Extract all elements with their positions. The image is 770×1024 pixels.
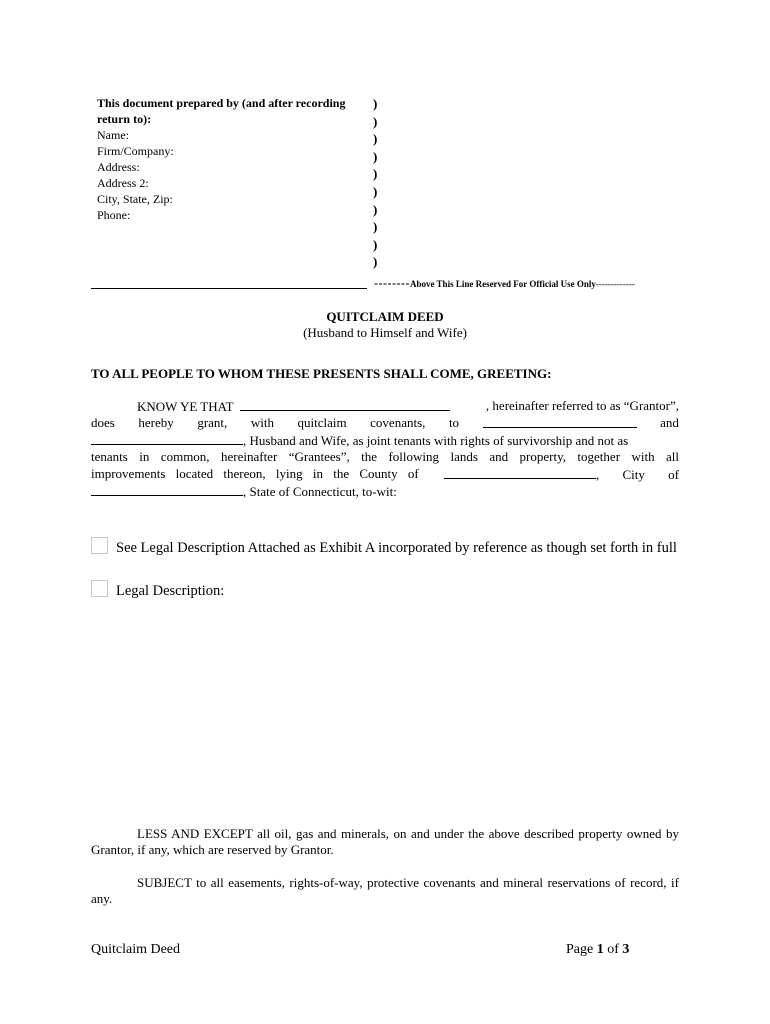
preparer-heading-1: This document prepared by (and after recording [97, 96, 346, 110]
exhibit-option-label: See Legal Description Attached as Exhibit A incorporated by reference as though set forth in full [116, 540, 677, 556]
preparer-heading-2: return to): [97, 112, 152, 126]
grant-text: , State of Connecticut, to-wit: [243, 484, 397, 500]
know-ye-text: KNOW YE THAT [137, 399, 234, 414]
paren: ) [373, 254, 378, 270]
firm-label: Firm/Company: [97, 144, 174, 158]
less-and-except-text: LESS AND EXCEPT all oil, gas and minerals, on and under the above described property owned by Grantor, if any, which are reserved by Grantor. [91, 826, 679, 858]
subject-to-paragraph [91, 875, 679, 908]
grant-word: does [91, 415, 115, 431]
grantor-ref-text: , hereinafter referred to as “Grantor”, [485, 398, 679, 413]
reserved-text: Above This Line Reserved For Official Use Only [409, 279, 596, 289]
subject-to-text: SUBJECT to all easements, rights-of-way, protective covenants and mineral reservations of record, if any. [91, 875, 679, 907]
grant-text: , Husband and Wife, as joint tenants with rights of survivorship and not as [243, 432, 629, 448]
paren: ) [373, 148, 378, 164]
grant-word: and [660, 415, 679, 431]
exhibit-option [91, 537, 681, 557]
paren: ) [373, 131, 378, 147]
official-use-notice [374, 276, 635, 291]
grant-line-1 [91, 398, 679, 415]
grantor-name-field[interactable] [240, 398, 450, 411]
grant-line-3 [91, 432, 679, 449]
grant-line-4: tenants in common, hereinafter “Grantees”, the following lands and property, together with all [91, 449, 679, 465]
grantee1-name-field[interactable] [483, 415, 637, 428]
grant-line-6 [91, 483, 679, 500]
paren: ) [373, 96, 378, 111]
city-state-zip-label: City, State, Zip: [97, 192, 173, 206]
name-label: Name: [97, 128, 129, 142]
page-word: Page [566, 942, 594, 957]
footer-title: Quitclaim Deed [91, 942, 181, 957]
paren: ) [373, 219, 378, 235]
paren: ) [373, 183, 378, 199]
grant-word: grant, [197, 415, 228, 431]
grant-word: hereby [138, 415, 174, 431]
grant-word: with [250, 415, 274, 431]
grant-line-2 [91, 415, 679, 431]
total-pages: 3 [622, 942, 630, 957]
county-field[interactable] [444, 466, 596, 479]
grant-paragraph [91, 398, 679, 500]
document-subtitle: (Husband to Himself and Wife) [303, 325, 467, 340]
address2-label: Address 2: [97, 176, 149, 190]
recording-divider-line [91, 288, 367, 289]
phone-label: Phone: [97, 208, 131, 222]
grantee2-name-field[interactable] [91, 432, 243, 445]
grant-line-5 [91, 466, 679, 483]
address-label: Address: [97, 160, 140, 174]
preparer-block [97, 95, 367, 223]
grant-word: quitclaim [297, 415, 347, 431]
legal-description-label: Legal Description: [116, 583, 225, 599]
city-field[interactable] [91, 483, 243, 496]
page-number [566, 942, 629, 958]
paren-column [373, 95, 385, 271]
legal-description-option [91, 580, 681, 600]
reserved-dashes-left: -------- [374, 276, 410, 290]
grant-text: improvements located thereon, lying in the County of [91, 465, 419, 481]
paren: ) [373, 166, 378, 182]
greeting: TO ALL PEOPLE TO WHOM THESE PRESENTS SHALL COME, GREETING: [91, 366, 552, 381]
grant-text: , City of [596, 466, 679, 482]
legal-description-checkbox[interactable] [91, 580, 108, 597]
grant-word: to [448, 415, 460, 431]
exhibit-checkbox[interactable] [91, 537, 108, 554]
document-title: QUITCLAIM DEED [326, 309, 444, 324]
of-word: of [607, 942, 619, 957]
grant-word: covenants, [370, 415, 426, 431]
paren: ) [373, 113, 378, 129]
reserved-dashes-right: ------------- [595, 279, 635, 289]
less-and-except-paragraph [91, 826, 679, 859]
current-page: 1 [596, 942, 604, 957]
paren: ) [373, 201, 378, 217]
paren: ) [373, 236, 378, 252]
